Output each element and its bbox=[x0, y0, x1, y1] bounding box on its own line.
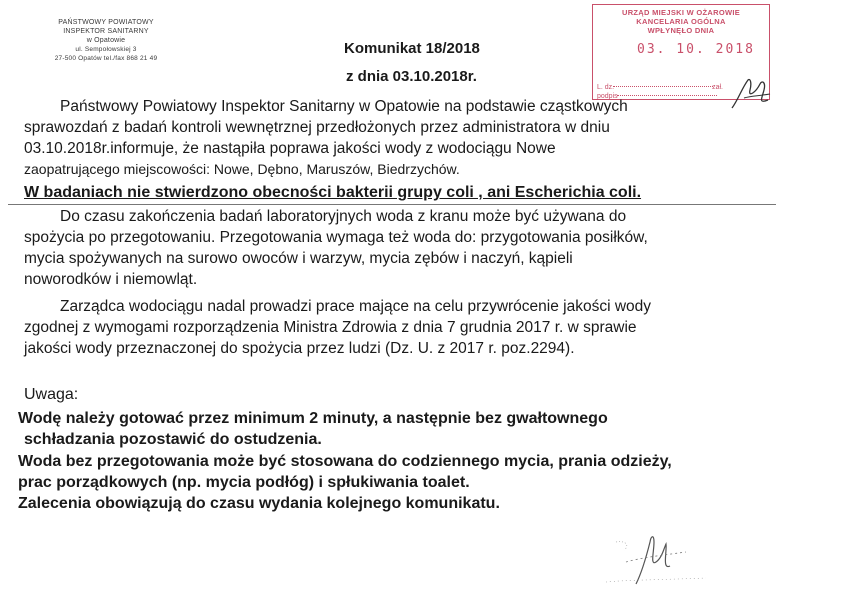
stamp-line: WPŁYNĘŁO DNIA bbox=[647, 26, 715, 35]
stamp-dotted-line bbox=[613, 86, 713, 87]
sender-line: PAŃSTWOWY POWIATOWY bbox=[58, 19, 154, 26]
text-line: Zarządca wodociągu nadal prowadzi prace mające na celu przywrócenie jakości wody bbox=[60, 298, 652, 315]
stamp-row: podpis bbox=[597, 93, 618, 100]
text-line: 03.10.2018r.informuje, że nastąpiła poprawa jakości wody z wodociągu Nowe bbox=[24, 140, 556, 157]
sender-line: 27-500 Opatów tel./fax 868 21 49 bbox=[54, 55, 158, 62]
divider-line bbox=[8, 204, 776, 205]
document-date: z dnia 03.10.2018r. bbox=[346, 68, 477, 85]
text-line: zaopatrującego miejscowości: Nowe, Dębno, Maruszów, Biedrzychów. bbox=[24, 161, 460, 177]
text-line: sprawozdań z badań kontroli wewnętrznej przedłożonych przez administratora w dniu bbox=[24, 119, 610, 136]
signature-icon bbox=[596, 522, 716, 592]
stamp-dotted-line bbox=[617, 95, 717, 96]
text-line: Państwowy Powiatowy Inspektor Sanitarny w Opatowie na podstawie cząstkowych bbox=[60, 98, 628, 115]
sender-block bbox=[26, 18, 186, 63]
stamp-date: 03. 10. 2018 bbox=[637, 42, 755, 57]
stamp-line: KANCELARIA OGÓLNA bbox=[636, 17, 726, 26]
stamp-row-label: zał. bbox=[712, 84, 723, 91]
text-line: jakości wody przeznaczonej do spożycia przez ludzi (Dz. U. z 2017 r. poz.2294). bbox=[24, 340, 575, 357]
handwritten-initials-icon bbox=[728, 70, 774, 114]
document-title: Komunikat 18/2018 bbox=[344, 40, 480, 57]
note-line: prac porządkowych (np. mycia podłóg) i spłukiwania toalet. bbox=[18, 474, 470, 491]
note-line: Wodę należy gotować przez minimum 2 minuty, a następnie bez gwałtownego bbox=[18, 410, 608, 427]
text-line: mycia spożywanych na surowo owoców i warzyw, mycia zębów i naczyń, kąpieli bbox=[24, 250, 573, 267]
text-line: spożycia po przegotowaniu. Przegotowania wymaga też woda do: przygotowania posiłków, bbox=[24, 229, 648, 246]
sender-line: w Opatowie bbox=[86, 37, 126, 44]
note-line: schładzania pozostawić do ostudzenia. bbox=[24, 431, 322, 448]
stamp-row-label: L. dz. bbox=[597, 84, 615, 91]
highlight-statement: W badaniach nie stwierdzono obecności bakterii grupy coli , ani Escherichia coli. bbox=[24, 184, 642, 201]
sender-line: INSPEKTOR SANITARNY bbox=[63, 28, 149, 35]
note-label: Uwaga: bbox=[24, 386, 79, 403]
stamp-row bbox=[597, 83, 723, 92]
text-line: noworodków i niemowląt. bbox=[24, 271, 198, 288]
note-line: Woda bez przegotowania może być stosowana do codziennego mycia, prania odzieży, bbox=[18, 453, 672, 470]
stamp-line: URZĄD MIEJSKI W OŻAROWIE bbox=[621, 8, 741, 17]
sender-line: ul. Sempołowskiej 3 bbox=[75, 46, 137, 53]
note-line: Zalecenia obowiązują do czasu wydania kolejnego komunikatu. bbox=[18, 495, 500, 512]
text-line: Do czasu zakończenia badań laboratoryjnych woda z kranu może być używana do bbox=[60, 208, 627, 225]
text-line: zgodnej z wymogami rozporządzenia Ministra Zdrowia z dnia 7 grudnia 2017 r. w sprawie bbox=[24, 319, 637, 336]
